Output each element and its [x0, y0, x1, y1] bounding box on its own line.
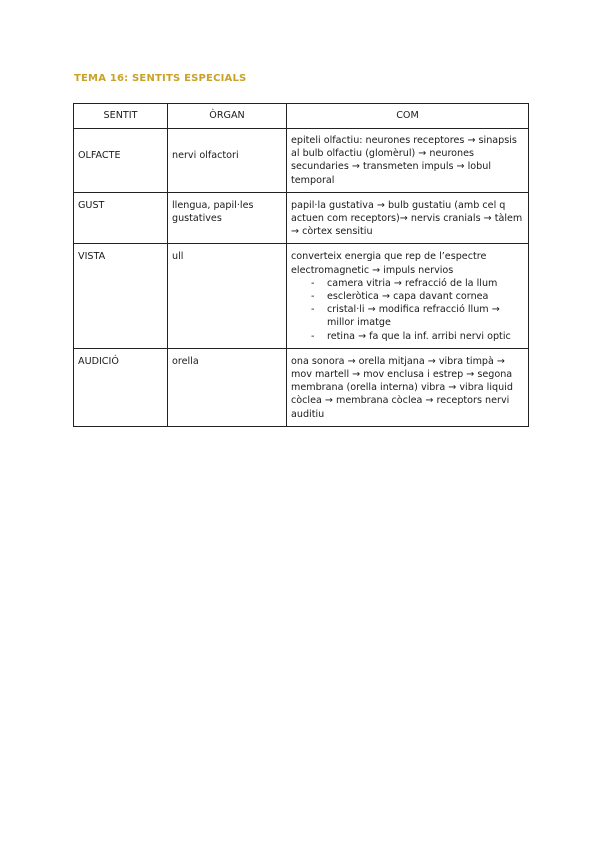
table-row [74, 244, 529, 348]
list-item: - cristal·li → modifica refracció llum → millor imatge [311, 303, 524, 329]
cell-com-text: converteix energia que rep de l’espectre electromagnetic → impuls nervios [291, 251, 487, 276]
senses-table [73, 103, 529, 427]
cell-sentit: GUST [74, 192, 168, 244]
sub-list [291, 277, 524, 343]
cell-com: papil·la gustativa → bulb gustatiu (amb cel q actuen com receptors)→ nervis cranials → tàlem → còrtex sensitiu [287, 192, 529, 244]
cell-organ: llengua, papil·les gustatives [168, 192, 287, 244]
cell-sentit: AUDICIÓ [74, 348, 168, 426]
table-header-row [74, 104, 529, 129]
cell-com [287, 244, 529, 348]
cell-sentit: OLFACTE [74, 129, 168, 193]
table-row [74, 129, 529, 193]
cell-organ: orella [168, 348, 287, 426]
table-row [74, 192, 529, 244]
header-sentit: SENTIT [74, 104, 168, 129]
list-item: - escleròtica → capa davant cornea [311, 290, 524, 303]
cell-com: epiteli olfactiu: neurones receptores → sinapsis al bulb olfactiu (glomèrul) → neurones secundaries → transmeten impuls → lobul temporal [287, 129, 529, 193]
header-com: COM [287, 104, 529, 129]
header-organ: ÒRGAN [168, 104, 287, 129]
cell-sentit: VISTA [74, 244, 168, 348]
cell-organ: nervi olfactori [168, 129, 287, 193]
table-row [74, 348, 529, 426]
list-item: - retina → fa que la inf. arribi nervi optic [311, 330, 524, 343]
list-item: - camera vitria → refracció de la llum [311, 277, 524, 290]
page-title: TEMA 16: SENTITS ESPECIALS [74, 73, 247, 84]
cell-com: ona sonora → orella mitjana → vibra timpà → mov martell → mov enclusa i estrep → segona membrana (orella interna) vibra → vibra liquid còclea → membrana còclea → receptors nervi auditiu [287, 348, 529, 426]
cell-organ: ull [168, 244, 287, 348]
